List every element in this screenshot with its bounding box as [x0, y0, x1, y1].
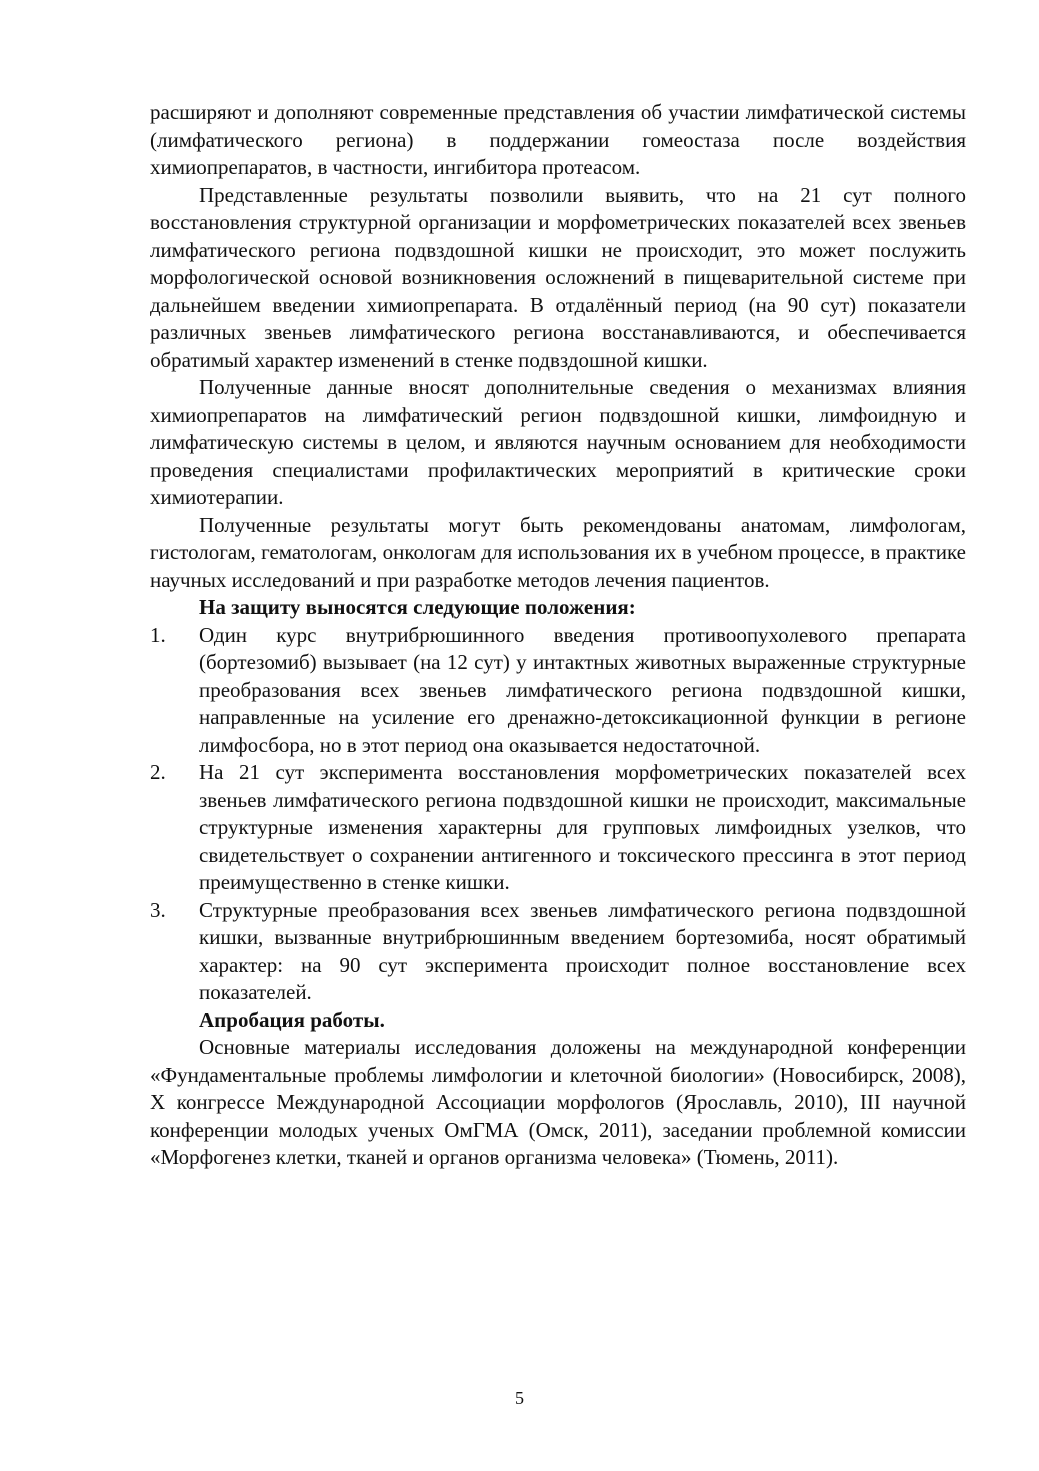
page-number: 5	[515, 1388, 524, 1408]
defense-item-text: Один курс внутрибрюшинного введения противоопухолевого препарата (бортезомиб) вызывает (на 12 сут) у интактных животных выраженные структурные преобразования всех звеньев лимфатического региона подвздошной кишки, направленные на усиление его дренажно-детоксикационной функции в регионе лимфосбора, но в этот период она оказывается недостаточной.	[199, 622, 966, 757]
defense-heading: На защиту выносятся следующие положения:	[199, 595, 636, 619]
defense-item-1	[150, 622, 966, 760]
defense-list	[150, 622, 966, 1007]
paragraph-data-significance: Полученные данные вносят дополнительные сведения о механизмах влияния химиопрепаратов на лимфатический регион подвздошной кишки, лимфоидную и лимфатическую системы в целом, и являются научным основанием для необходимости проведения специалистами профилактических мероприятий в критические сроки химиотерапии.	[150, 375, 966, 509]
defense-item-number: 2.	[150, 760, 166, 784]
paragraph-recommendations: Полученные результаты могут быть рекомендованы анатомам, лимфологам, гистологам, гематологам, онкологам для использования их в учебном процессе, в практике научных исследований и при разработке методов лечения пациентов.	[150, 512, 966, 592]
paragraph-continuation: расширяют и дополняют современные представления об участии лимфатической системы (лимфатического региона) в поддержании гомеостаза после воздействия химиопрепаратов, в частности, ингибитора протеасом.	[150, 100, 966, 179]
approbation-paragraph: Основные материалы исследования доложены на международной конференции «Фундаментальные проблемы лимфологии и клеточной биологии» (Новосибирск, 2008), X конгрессе Международной Ассоциации морфологов (Ярославль, 2010), III научной конференции молодых ученых ОмГМА (Омск, 2011), заседании проблемной комиссии «Морфогенез клетки, тканей и органов организма человека» (Тюмень, 2011).	[150, 1035, 966, 1169]
defense-item-number: 3.	[150, 897, 166, 922]
approbation-heading: Апробация работы.	[199, 1007, 385, 1032]
paragraph-results: Представленные результаты позволили выявить, что на 21 сут полного восстановления структурной организации и морфометрических показателей всех звеньев лимфатического региона подвздошной кишки не происходит, это может послужить морфологической основой возникновения осложнений в пищеварительной системе при дальнейшем введении химиопрепарата. В отдалённый период (на 90 сут) показатели различных звеньев лимфатического региона восстанавливаются, и обеспечивается обратимый характер изменений в стенке подвздошной кишки.	[150, 182, 966, 372]
defense-item-3	[150, 897, 966, 1007]
defense-item-text: На 21 сут эксперимента восстановления морфометрических показателей всех звеньев лимфатического региона подвздошной кишки не происходит, максимальные структурные изменения характерны для групповых лимфоидных узелков, что свидетельствует о сохранении антигенного и токсического прессинга в этот период преимущественно в стенке кишки.	[199, 760, 966, 894]
document-page	[150, 99, 966, 1172]
defense-item-text: Структурные преобразования всех звеньев лимфатического региона подвздошной кишки, вызванные внутрибрюшинным введением бортезомиба, носят обратимый характер: на 90 сут эксперимента происходит полное восстановление всех показателей.	[199, 897, 966, 1004]
defense-item-number: 1.	[150, 622, 166, 647]
defense-item-2	[150, 759, 966, 897]
